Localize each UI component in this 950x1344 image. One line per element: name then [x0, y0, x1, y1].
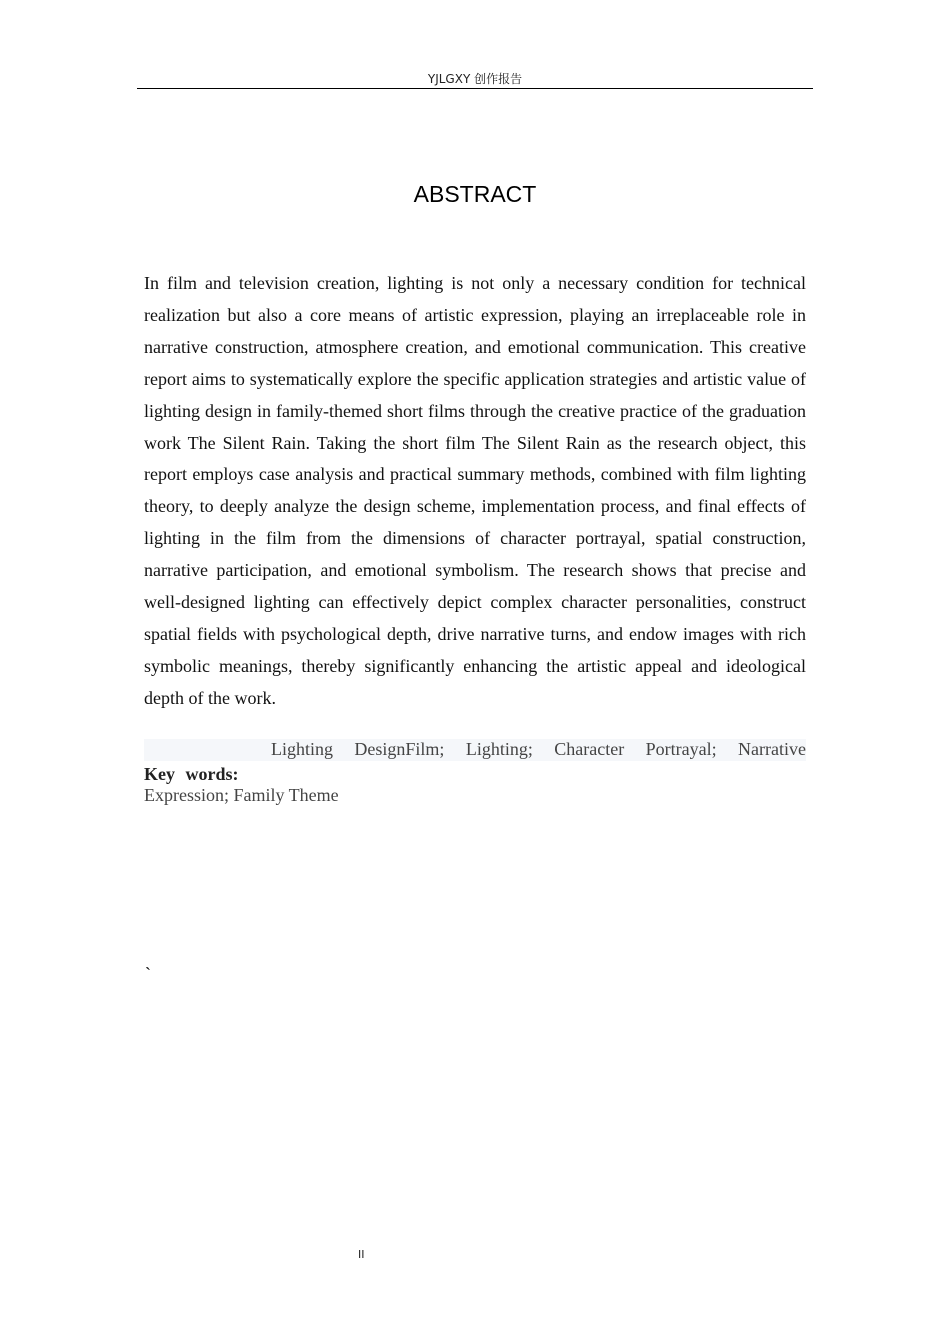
running-header: YJLGXY 创作报告	[427, 72, 523, 86]
abstract-title: ABSTRACT	[413, 181, 537, 207]
keywords-line-1: Lighting DesignFilm; Lighting; Character Portrayal; Narrative	[271, 739, 806, 759]
stray-mark: `	[145, 964, 151, 984]
abstract-body: In film and television creation, lighting is not only a necessary condition for technical realization but also a core means of artistic expression, playing an irreplaceable role in narrative construction, atmosphere creation, and emotional communication. This creative report aims to systematically explore the specific application strategies and artistic value of lighting design in family-themed short films through the creative practice of the graduation work The Silent Rain. Taking the short film The Silent Rain as the research object, this report employs case analysis and practical summary methods, combined with film lighting theory, to deeply analyze the design scheme, implementation process, and final effects of lighting in the film from the dimensions of character portrayal, spatial construction, narrative participation, and emotional symbolism. The research shows that precise and well-designed lighting can effectively depict complex character personalities, construct spatial fields with psychological depth, drive narrative turns, and endow images with rich symbolic meanings, thereby significantly enhancing the artistic appeal and ideological depth of the work.	[144, 273, 806, 708]
keywords-line-2: Expression; Family Theme	[144, 785, 339, 805]
page-number: II	[358, 1248, 365, 1261]
keywords-label: Key words:	[144, 764, 239, 784]
header-rule	[137, 88, 813, 89]
